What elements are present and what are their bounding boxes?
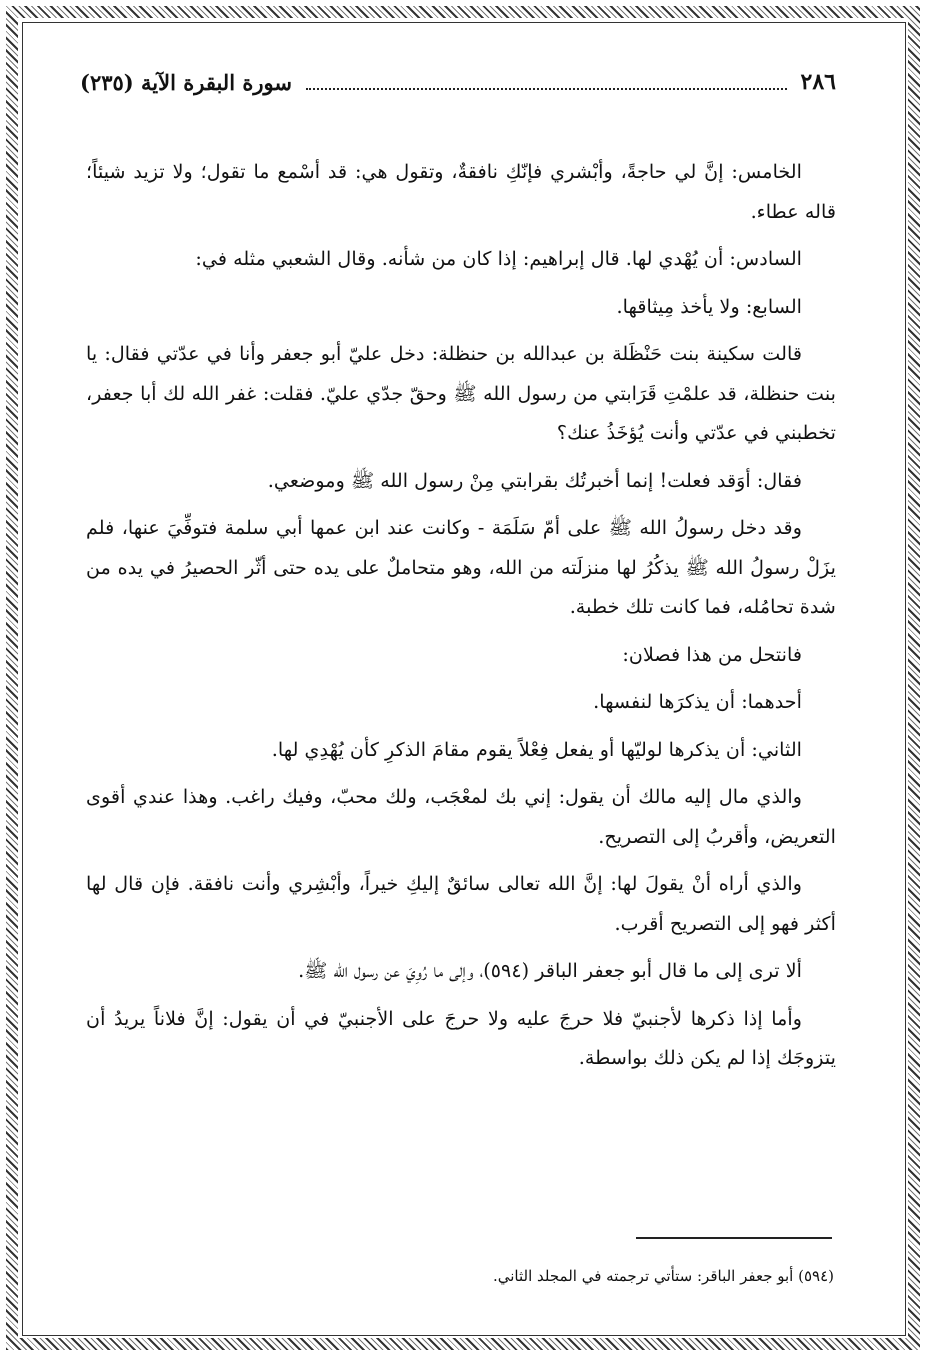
paragraph: فقال: أوَقد فعلت! إنما أخبرتُك بقرابتي مِنْ رسول الله ﷺ وموضعي. [267, 468, 802, 492]
body-text [86, 152, 836, 1224]
paragraph: السابع: ولا يأخذ مِيثاقها. [616, 294, 802, 318]
paragraph: أحدهما: أن يذكرَها لنفسها. [593, 690, 802, 713]
paragraph: ألا ترى إلى ما قال أبو جعفر الباقر (٥٩٤)، وإلى ما رُوِيَ عن رسول الله ﷺ. [298, 959, 802, 982]
paragraph: وقد دخل رسولُ الله ﷺ على أمّ سَلَمَة - وكانت عند ابن عمها أبي سلمة فتوفِّيَ عنها، فلم يزَلْ رسولُ الله ﷺ يذكُرُ لها منزلَته من الله، وهو متحاملٌ على يده حتى أثّر الحصيرُ في يده من شدة تحامُله، فما كانت تلك خطبة. [86, 516, 836, 618]
paragraph: وأما إذا ذكرها لأجنبيّ فلا حرجَ عليه ولا حرجَ على الأجنبيّ في أن يقول: إنَّ فلاناً يريدُ أن يتزوجَك إذا لم يكن ذلك بواسطة. [86, 1006, 836, 1069]
paragraph: الخامس: إنَّ لي حاجةً، وأبْشري فإنّكِ نافقةٌ، وتقول هي: قد أسْمع ما تقول؛ ولا تزيد شيئاً؛ قاله عطاء. [86, 160, 836, 223]
running-header [80, 62, 836, 102]
header-dotted-leader [306, 74, 787, 90]
paragraph: فانتحل من هذا فصلان: [622, 642, 802, 666]
page-number: ٢٨٦ [800, 69, 836, 95]
running-title: سورة البقرة الآية (٢٣٥) [80, 69, 292, 95]
paragraph: والذي مال إليه مالك أن يقول: إني بك لمعْجَب، ولك محبّ، وفيك راغب. وهذا عندي أقوى التعريض، وأقربُ إلى التصريح. [86, 785, 836, 848]
paragraph: والذي أراه أنْ يقولَ لها: إنَّ الله تعالى سائقٌ إليكِ خيراً، وأبْشِري وأنت نافقة. فإن قال لها أكثر فهو إلى التصريح أقرب. [86, 872, 836, 935]
footnote-rule [636, 1237, 832, 1239]
footnote: (٥٩٤) أبو جعفر الباقر: ستأتي ترجمته في المجلد الثاني. [492, 1267, 834, 1285]
paragraph: الثاني: أن يذكرها لوليّها أو يفعل فِعْلاً يقوم مقامَ الذكرِ كأن يُهْدِي لها. [271, 737, 802, 761]
paragraph: قالت سكينة بنت حَنْظَلة بن عبدالله بن حنظلة: دخل عليّ أبو جعفر وأنا في عدّتي فقال: يا بنت حنظلة، قد علمْتِ قَرَابتي من رسول الله ﷺ وحقّ جدّي عليّ. فقلت: غفر الله لك أبا جعفر، تخطبني في عدّتي وأنت يُؤخَذُ عنك؟ [86, 342, 836, 444]
paragraph: السادس: أن يُهْدي لها. قال إبراهيم: إذا كان من شأنه. وقال الشعبي مثله في: [195, 247, 802, 270]
